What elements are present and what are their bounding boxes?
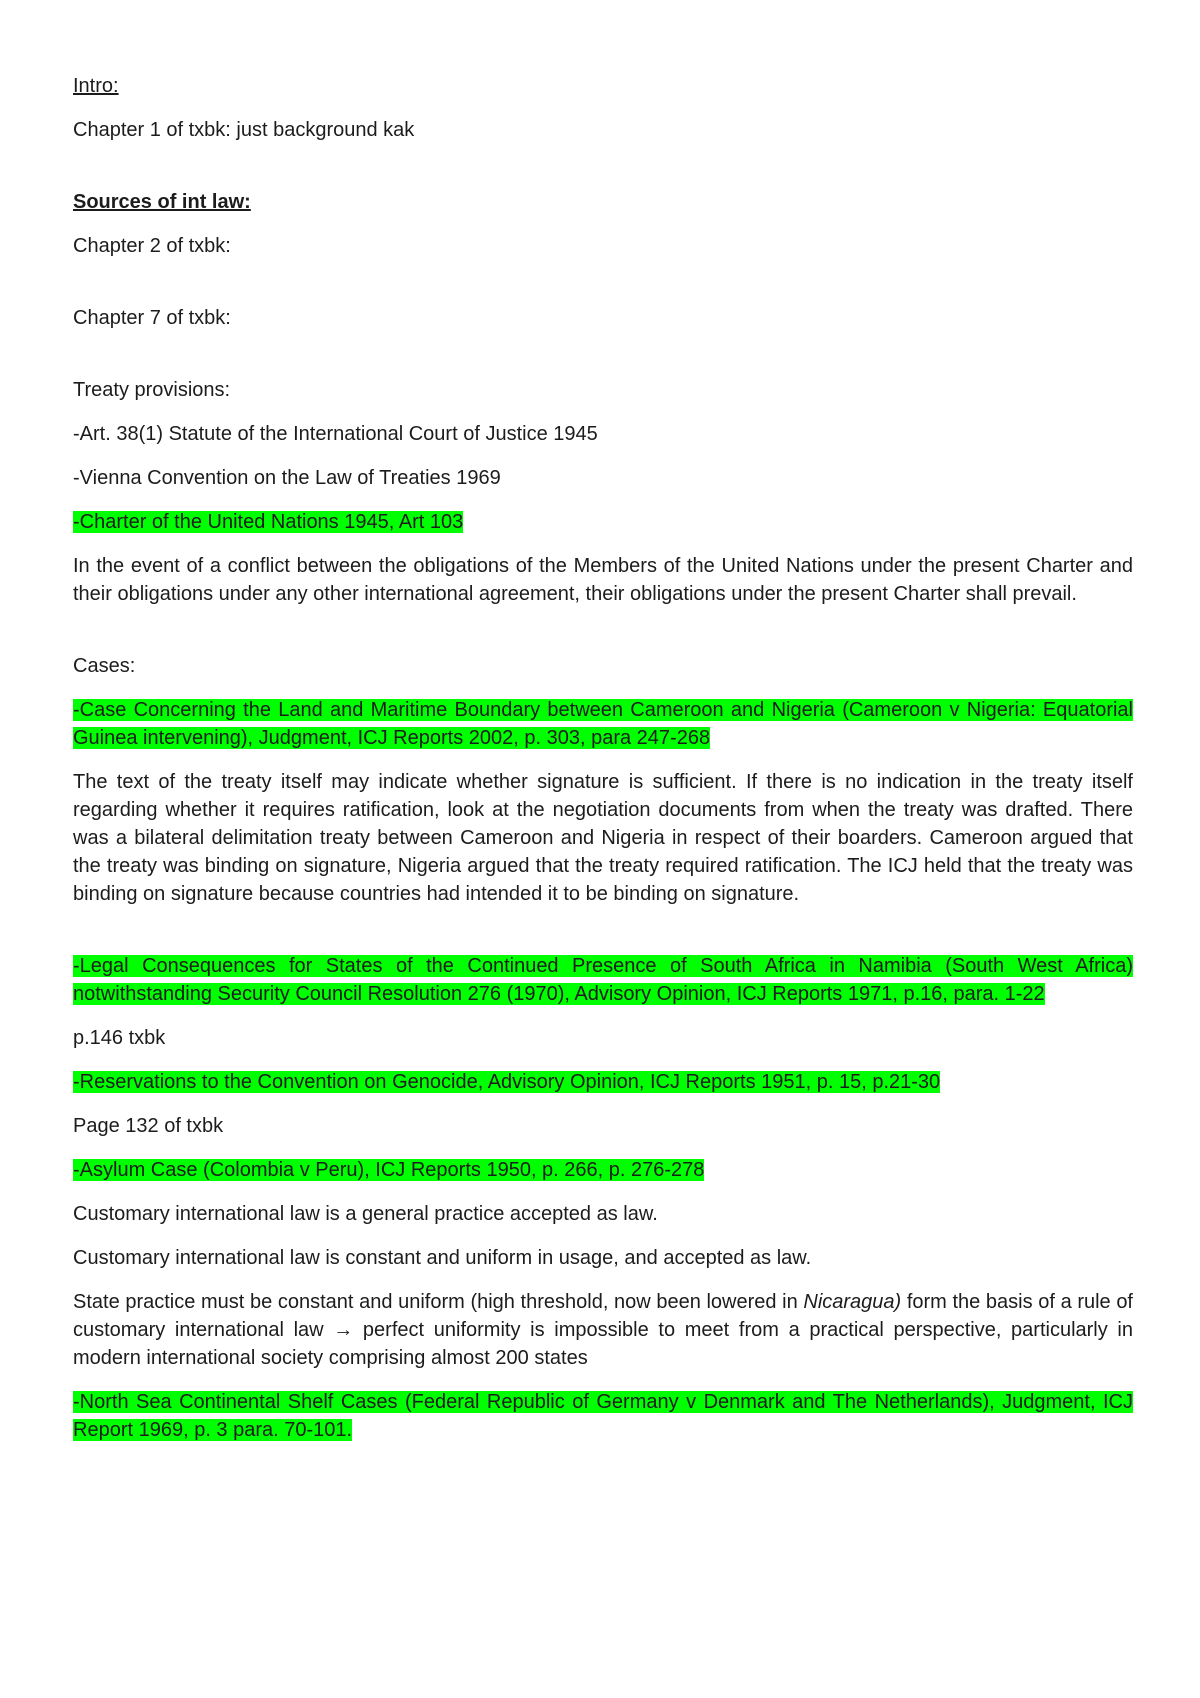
case-namibia-title [73,952,1133,1008]
treaty-item-icj-statute: -Art. 38(1) Statute of the International Court of Justice 1945 [73,423,598,445]
treaty-item-un-charter [73,508,1133,536]
spacer [73,924,1133,952]
case-name-italic: Nicaragua) [803,1291,902,1313]
treaty-heading: Treaty provisions: [73,379,231,401]
highlight: -Reservations to the Convention on Genocide, Advisory Opinion, ICJ Reports 1951, p. 15, p.21-30 [73,1071,941,1093]
case-genocide-title [73,1068,1133,1096]
chapter7-line: Chapter 7 of txbk: [73,307,231,329]
spacer [73,160,1133,188]
asylum-line-3 [73,1288,1133,1372]
case-namibia-note: p.146 txbk [73,1027,166,1049]
art103-text: In the event of a conflict between the obligations of the Members of the United Nations under the present Charter and their obligations under any other international agreement, their obligations under the present Charter shall prevail. [73,555,1133,605]
spacer [73,276,1133,304]
asylum-line-2: Customary international law is constant and uniform in usage, and accepted as law. [73,1247,812,1269]
case-genocide-note: Page 132 of txbk [73,1115,224,1137]
highlight: -Asylum Case (Colombia v Peru), ICJ Reports 1950, p. 266, p. 276-278 [73,1159,705,1181]
document-page [73,72,1133,1460]
treaty-item-vienna: -Vienna Convention on the Law of Treaties 1969 [73,467,501,489]
highlight: -Charter of the United Nations 1945, Art 103 [73,511,464,533]
chapter1-line: Chapter 1 of txbk: just background kak [73,119,415,141]
case-asylum-title [73,1156,1133,1184]
chapter2-line: Chapter 2 of txbk: [73,235,231,257]
case-cameroon-title [73,696,1133,752]
highlight: -Case Concerning the Land and Maritime Boundary between Cameroon and Nigeria (Cameroon v Nigeria: Equatorial Guinea intervening), Judgment, ICJ Reports 2002, p. 303, para 247-268 [73,699,1133,749]
asylum-line-3-b: form the basis of a rule of customary international law → perfect uniformity is impossible to meet from a practical perspective, particularly in modern international society comprising almost 200 states [73,1291,1133,1369]
asylum-line-3-a: State practice must be constant and uniform (high threshold, now been lowered in [73,1291,804,1313]
case-cameroon-text: The text of the treaty itself may indicate whether signature is sufficient. If there is no indication in the treaty itself regarding whether it requires ratification, look at the negotiation documents from when the treaty was drafted. There was a bilateral delimitation treaty between Cameroon and Nigeria in respect of their boarders. Cameroon argued that the treaty was binding on signature, Nigeria argued that the treaty required ratification. The ICJ held that the treaty was binding on signature because countries had intended it to be binding on signature. [73,771,1133,905]
sources-heading: Sources of int law: [73,191,251,213]
case-northsea-title [73,1388,1133,1444]
cases-heading: Cases: [73,655,136,677]
spacer [73,348,1133,376]
spacer [73,624,1133,652]
intro-heading: Intro: [73,75,119,97]
asylum-line-1: Customary international law is a general practice accepted as law. [73,1203,658,1225]
highlight: -North Sea Continental Shelf Cases (Federal Republic of Germany v Denmark and The Netherlands), Judgment, ICJ Report 1969, p. 3 para. 70-101. [73,1391,1133,1441]
highlight: -Legal Consequences for States of the Continued Presence of South Africa in Namibia (South West Africa) notwithstanding Security Council Resolution 276 (1970), Advisory Opinion, ICJ Reports 1971, p.16, para. 1-22 [73,955,1133,1005]
